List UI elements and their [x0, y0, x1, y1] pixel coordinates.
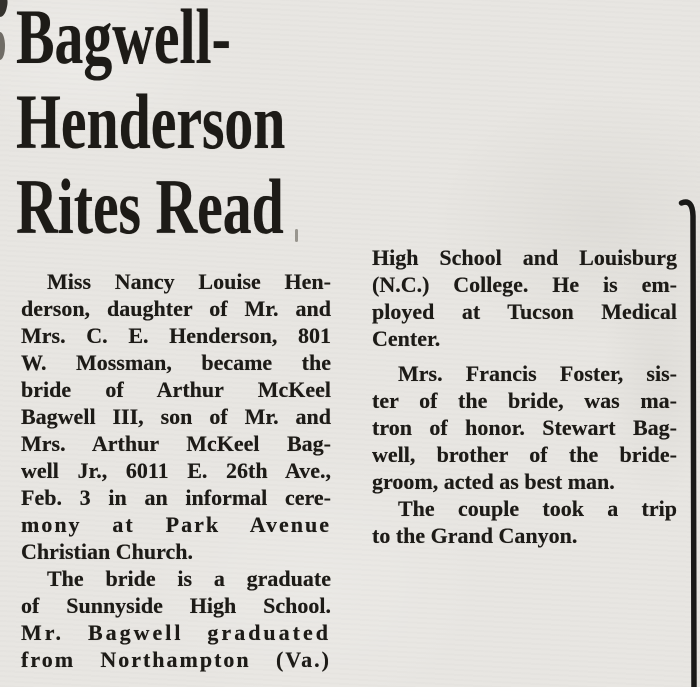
text-line: well, brother of the bride-	[372, 442, 677, 467]
scan-artifact-edge-top	[0, 0, 9, 18]
text-line: bride of Arthur McKeel	[21, 377, 331, 402]
headline-line-3: Rites Read	[16, 163, 284, 250]
headline-line-1: Bagwell-	[16, 0, 231, 80]
paragraph	[372, 495, 677, 549]
text-line: W. Mossman, became the	[21, 350, 331, 375]
paragraph	[372, 244, 677, 352]
scan-artifact-edge-lower	[0, 32, 5, 60]
text-line: (N.C.) College. He is em-	[372, 272, 677, 297]
text-line: High School and Louisburg	[372, 245, 677, 270]
paragraph	[21, 268, 331, 565]
text-line: Mr. Bagwell graduated	[21, 620, 331, 645]
scan-artifact-tick	[295, 229, 298, 242]
text-line: ployed at Tucson Medical	[372, 299, 677, 324]
text-line: ter of the bride, was ma-	[372, 388, 677, 413]
article-column-left	[21, 268, 331, 673]
text-line: tron of honor. Stewart Bag-	[372, 415, 677, 440]
text-line: Christian Church.	[21, 539, 193, 564]
article-column-right	[372, 244, 677, 549]
text-line: Mrs. Francis Foster, sis-	[398, 361, 677, 386]
paragraph	[372, 360, 677, 495]
text-line: Mrs. Arthur McKeel Bag-	[21, 431, 331, 456]
headline-line-2: Henderson	[16, 78, 286, 165]
article-headline	[16, 0, 371, 249]
text-line: The couple took a trip	[398, 496, 677, 521]
text-line: derson, daughter of Mr. and	[21, 296, 331, 321]
text-line: well Jr., 6011 E. 26th Ave.,	[21, 458, 331, 483]
text-line: Mrs. C. E. Henderson, 801	[21, 323, 331, 348]
text-line: from Northampton (Va.)	[21, 647, 331, 672]
text-line: Bagwell III, son of Mr. and	[21, 404, 331, 429]
text-line: mony at Park Avenue	[21, 512, 331, 537]
text-line: Feb. 3 in an informal cere-	[21, 485, 331, 510]
paragraph	[21, 565, 331, 673]
text-line: Center.	[372, 326, 441, 351]
text-line: The bride is a graduate	[47, 566, 331, 591]
text-line: to the Grand Canyon.	[372, 523, 578, 548]
text-line: of Sunnyside High School.	[21, 593, 331, 618]
text-line: Miss Nancy Louise Hen-	[47, 269, 331, 294]
text-line: groom, acted as best man.	[372, 469, 615, 494]
